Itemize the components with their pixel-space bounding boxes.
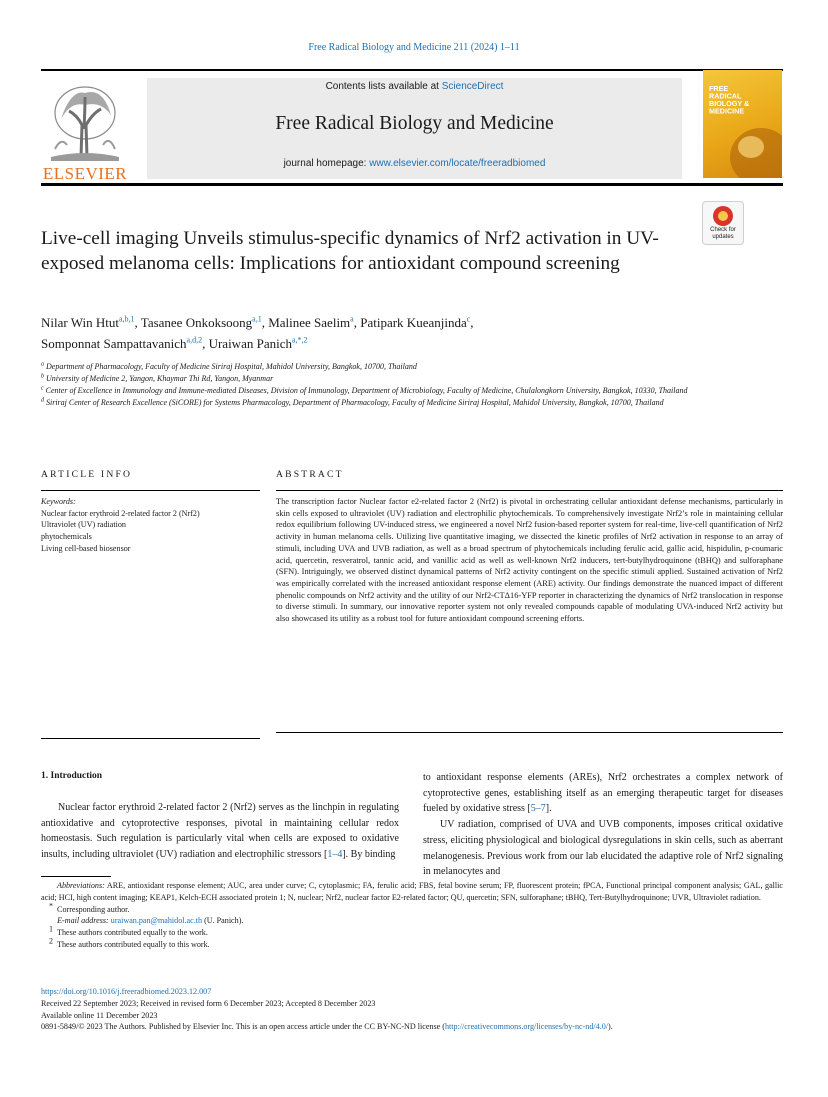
check-updates-label: Check for updates <box>710 227 736 240</box>
author-name: Somponnat Sampattavanich$^{a,d,2}$, <box>41 335 209 351</box>
journal-banner <box>147 78 682 179</box>
elsevier-wordmark: ELSEVIER <box>42 164 128 182</box>
available-online-date: Available online 11 December 2023 <box>41 1010 158 1020</box>
cover-title <box>709 84 773 118</box>
equal-contribution-footnote-2: $^2$ These authors contributed equally to this work. <box>49 936 210 949</box>
article-info-rule <box>41 490 260 491</box>
affiliation-item: $^c$ Center of Excellence in Immunology and Immune-mediated Diseases, Division of Immunology, Department of Microbiology, Faculty of Medicine, Chulalongkorn University, Bangkok, 10330, Thailand <box>41 385 688 395</box>
intro-paragraph: Nuclear factor erythroid 2-related factor 2 (Nrf2) serves as the linchpin in regulating antioxidative and cytoprotective responses, pivotal in maintaining cellular redox homeostasis. Such regulation is particularly vital when cells are exposed to oxidative insults, including ultraviolet (UV) radiation and electrophilic stressors [1–4]. By binding <box>41 802 399 861</box>
introduction-heading: 1. Introduction <box>41 771 103 781</box>
corresponding-author-footnote: * Corresponding author. <box>49 900 130 914</box>
journal-citation-link[interactable]: Free Radical Biology and Medicine 211 (2024) 1–11 <box>308 42 520 53</box>
author-affiliation-marker[interactable]: c <box>466 314 471 324</box>
author-name: Uraiwan Panich$^{a,*,2}$ <box>208 335 308 351</box>
footnote-rule <box>41 876 111 877</box>
author-affiliation-marker[interactable]: a <box>350 314 354 324</box>
reference-link[interactable]: 5–7 <box>530 803 546 815</box>
affiliation-item: $^b$ University of Medicine 2, Yangon, Khaymar Thi Rd, Yangon, Myanmar <box>41 373 274 383</box>
author-name: Malinee Saelim$^a$, <box>268 314 361 330</box>
homepage-prefix: journal homepage: <box>283 158 370 169</box>
license-link[interactable]: http://creativecommons.org/licenses/by-nc-nd/4.0/ <box>444 1022 608 1032</box>
author-affiliation-marker[interactable]: a,1 <box>252 314 262 324</box>
keywords-label: Keywords: <box>41 497 76 506</box>
keyword-item: phytochemicals <box>41 532 92 542</box>
journal-homepage-link[interactable]: www.elsevier.com/locate/freeradbiomed <box>369 158 546 169</box>
author-email-link[interactable]: uraiwan.pan@mahidol.ac.th <box>110 916 203 926</box>
abbreviations-footnote: Abbreviations: ARE, antioxidant response element; AUC, area under curve; C, cytoplasmic; FA, ferulic acid; FBS, fetal bovine serum; FP, fluorescent protein; fPCA, Functional principal component analysis; GAL, gallic acid; HCI, high content imaging; KEAP1, Kelch-ECH associated protein 1; N, nuclear; Nrf2, nuclear factor E2-related factor; QU, quercetin; SFN, sulforaphane; tBHQ, Tert-Butylhydroquinone; UVR, Ultraviolet radiation. <box>41 881 783 902</box>
doi-link[interactable]: https://doi.org/10.1016/j.freeradbiomed.2023.12.007 <box>41 987 212 996</box>
keyword-item: Ultraviolet (UV) radiation <box>41 520 126 530</box>
body-column-left <box>41 800 399 863</box>
received-dates: Received 22 September 2023; Received in revised form 6 December 2023; Accepted 8 December 2023 <box>41 998 376 1008</box>
author-name: Patipark Kueanjinda$^c$, <box>360 314 474 330</box>
header-top-rule <box>41 69 783 71</box>
journal-title: Free Radical Biology and Medicine <box>275 113 554 134</box>
email-footnote: E-mail address: uraiwan.pan@mahidol.ac.th (U. Panich). <box>57 916 244 926</box>
keyword-item: Nuclear factor erythroid 2-related factor 2 (Nrf2) <box>41 508 200 518</box>
contents-line <box>147 81 682 92</box>
author-name: Nilar Win Htut$^{a,b,1}$, <box>41 314 141 330</box>
contents-prefix: Contents lists available at <box>325 81 442 92</box>
affiliation-item: $^a$ Department of Pharmacology, Faculty of Medicine Siriraj Hospital, Mahidol University, Bangkok, 10700, Thailand <box>41 361 417 371</box>
svg-text:FREERADICALBIOLOGY &MEDICINE: FREE RADICAL BIOLOGY & MEDICINE <box>709 84 750 116</box>
author-affiliation-marker[interactable]: a,b,1 <box>118 314 135 324</box>
header-bottom-rule <box>41 183 783 186</box>
intro-paragraph: to antioxidant response elements (AREs), Nrf2 orchestrates a complex network of cytoprotective genes, establishing itself as an emerging therapeutic target for diseases fueled by oxidative stress [5–7]. <box>423 772 783 815</box>
author-affiliation-marker[interactable]: a,*,2 <box>291 335 308 345</box>
article-title: Live-cell imaging Unveils stimulus-specific dynamics of Nrf2 activation in UV-exposed melanoma cells: Implications for antioxidant compound screening <box>41 228 659 274</box>
article-info-bottom-rule <box>41 738 260 739</box>
license-statement: 0891-5849/© 2023 The Authors. Published by Elsevier Inc. This is an open access article under the CC BY-NC-ND license (http://creativecommons.org/licenses/by-nc-nd/4.0/). <box>41 1022 613 1032</box>
abstract-body: The transcription factor Nuclear factor e2-related factor 2 (Nrf2) is pivotal in orchestrating cellular antioxidant defense mechanisms, particularly in skin cells exposed to ultraviolet (UV) radiation and electrophilic phytochemicals. To comprehensively investigate Nrf2’s role in maintaining cellular redox equilibrium following UV-induced stress, we engineered a novel Nrf2 fusion-based reporter system for real-time, live-cell quantification of Nrf2 activity in human melanoma cells. Utilizing live quantitative imaging, we dissected the kinetic profiles of Nrf2 activation in response to an array of stimuli, including UVA and UVB radiation, as well as a broad spectrum of phytochemicals including ferulic acid, gallic acid, hispidulin, p-coumaric acid, quercetin, resveratrol, tannic acid, and vanillic acid as well as well-known Nrf2 inducers, tert-butylhydroquinone (tBHQ) and sulforaphane (SFN). Intriguingly, we observed distinct dynamical patterns of Nrf2 activity contingent on the specific stimuli applied. Sustained activation of Nrf2 was empirically correlated with the increased antioxidant response element (ARE) activity. Our findings demonstrate the nuanced impact of different phenolic compounds on Nrf2 activity and the utility of our Nrf2-CTΔ16-YFP reporter in characterizing the dynamics of Nrf2 translocation in response to diverse stimuli. In summary, our innovative reporter system not only revealed compounds capable of modulating UVA-induced Nrf2 activity but also showcased its utility as a robust tool for future antioxidant compound screening efforts. <box>276 497 783 624</box>
publication-info <box>41 986 783 1033</box>
journal-cover-thumbnail[interactable] <box>703 70 782 178</box>
author-list <box>41 312 781 354</box>
abstract-bottom-rule <box>276 732 783 733</box>
footnotes <box>41 880 783 951</box>
cover-art-highlight <box>738 136 764 158</box>
abstract-heading: ABSTRACT <box>276 469 344 480</box>
body-column-right <box>423 770 783 880</box>
elsevier-logo <box>41 79 129 182</box>
homepage-line <box>147 158 682 169</box>
author-affiliation-marker[interactable]: a,d,2 <box>186 335 203 345</box>
check-for-updates-button[interactable] <box>702 201 744 245</box>
equal-contribution-footnote-1: $^1$ These authors contributed equally to the work. <box>49 924 208 938</box>
keyword-item: Living cell-based biosensor <box>41 543 131 553</box>
article-info-heading: ARTICLE INFO <box>41 469 133 480</box>
affiliation-item: $^d$ Siriraj Center of Research Excellence (SiCORE) for Systems Pharmacology, Department of Pharmacology, Faculty of Medicine Siriraj Hospital, Mahidol University, Bangkok, 10700, Thailand <box>41 397 664 407</box>
affiliation-list <box>41 361 783 409</box>
check-updates-icon <box>713 206 733 226</box>
keywords-block <box>41 496 251 555</box>
intro-paragraph: UV radiation, comprised of UVA and UVB components, imposes critical oxidative stress, eliciting physiological and biological dysregulations in skin cells, such as aberrant melanogenesis. Previous work from our lab elucidated the adaptive role of Nrf2 signaling in melanocytes and <box>423 819 783 878</box>
abstract-rule <box>276 490 783 491</box>
author-name: Tasanee Onkoksoong$^{a,1}$, <box>140 314 269 330</box>
reference-link[interactable]: 1–4 <box>327 849 343 861</box>
journal-header <box>41 69 783 185</box>
sciencedirect-link[interactable]: ScienceDirect <box>441 81 504 92</box>
